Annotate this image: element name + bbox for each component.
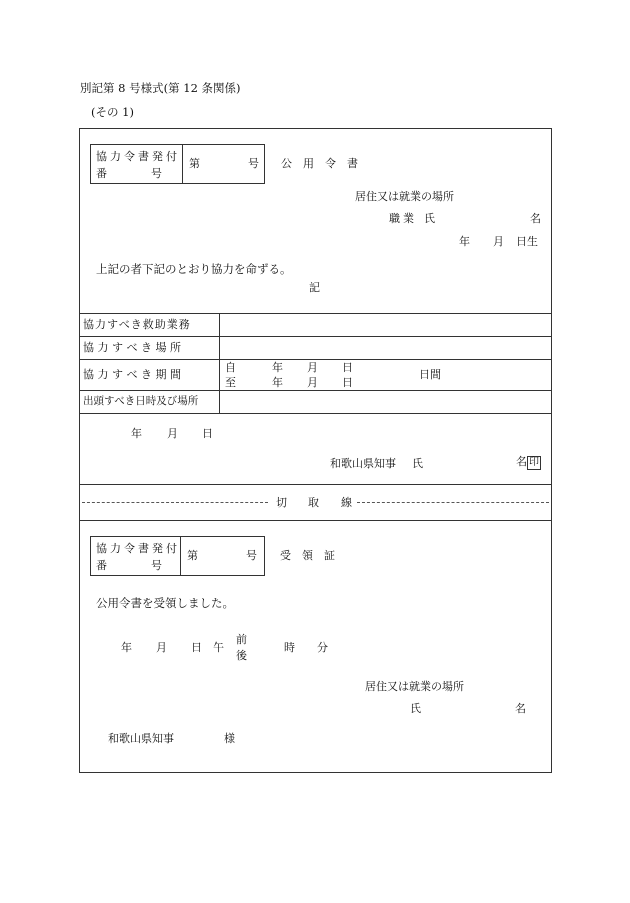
birth-year: 年 xyxy=(459,235,470,248)
period-to-day: 日 xyxy=(342,376,353,389)
period-to-year: 年 xyxy=(272,376,283,389)
issue-day: 日 xyxy=(202,427,213,440)
issue-name-suffix xyxy=(516,456,541,470)
receipt-honorific: 様 xyxy=(224,732,235,745)
issue-governor: 和歌山県知事 xyxy=(330,457,396,470)
receipt-year: 年 xyxy=(121,641,132,654)
table-line-1 xyxy=(79,336,552,337)
period-days: 日間 xyxy=(419,368,441,381)
order-number-divider xyxy=(182,144,183,184)
form-subtitle: (その 1) xyxy=(91,105,134,119)
period-to: 至 xyxy=(225,376,236,389)
order-number-go: 号 xyxy=(248,157,259,170)
table-row-label-period: 協 力 す べ き 期 間 xyxy=(83,368,181,381)
receipt-minute: 分 xyxy=(317,641,328,654)
issue-name-suffix-text: 名 xyxy=(516,455,527,468)
issue-month: 月 xyxy=(167,427,178,440)
receipt-addressee: 和歌山県知事 xyxy=(108,732,174,745)
period-from-day: 日 xyxy=(342,361,353,374)
cut-lower-line xyxy=(79,520,552,521)
table-row-label-rescue-work: 協力すべき救助業務 xyxy=(83,318,191,331)
cut-dash-left xyxy=(82,502,268,503)
issue-name-prefix: 氏 xyxy=(412,457,423,470)
receipt-name-suffix: 名 xyxy=(515,702,526,715)
table-column-divider xyxy=(219,313,220,413)
receipt-statement: 公用令書を受領しました。 xyxy=(96,596,234,610)
order-name-suffix: 名 xyxy=(530,212,541,225)
table-bottom-line xyxy=(79,413,552,414)
order-number-label-1: 協力令書発付 xyxy=(96,150,180,163)
receipt-pm: 後 xyxy=(236,649,247,662)
order-number-label-2: 番 号 xyxy=(96,167,162,180)
form-frame xyxy=(79,128,552,773)
issue-year: 年 xyxy=(131,427,142,440)
period-from: 自 xyxy=(225,361,236,374)
period-from-year: 年 xyxy=(272,361,283,374)
seal-stamp: 印 xyxy=(529,457,539,468)
birth-day: 日生 xyxy=(516,235,538,248)
receipt-hour: 時 xyxy=(284,641,295,654)
receipt-am: 前 xyxy=(236,633,247,646)
cut-sen: 線 xyxy=(341,496,352,509)
receipt-address-label: 居住又は就業の場所 xyxy=(365,680,464,693)
cut-kiri: 切 xyxy=(276,496,287,509)
receipt-go: 午 xyxy=(213,641,224,654)
receipt-number-go: 号 xyxy=(246,549,257,562)
receipt-number-dai: 第 xyxy=(187,549,198,562)
receipt-number-label-2: 番 号 xyxy=(96,559,162,572)
receipt-number-divider xyxy=(180,536,181,576)
receipt-day: 日 xyxy=(191,641,202,654)
cut-upper-line xyxy=(79,484,552,485)
table-row-label-place: 協 力 す べ き 場 所 xyxy=(83,341,181,354)
form-title: 別記第 8 号様式(第 12 条関係) xyxy=(80,81,241,95)
cut-dash-right xyxy=(357,502,549,503)
order-number-dai: 第 xyxy=(189,157,200,170)
receipt-number-label-1: 協力令書発付 xyxy=(96,542,180,555)
order-title: 公 用 令 書 xyxy=(281,157,358,170)
table-line-3 xyxy=(79,390,552,391)
period-from-month: 月 xyxy=(307,361,318,374)
birth-month: 月 xyxy=(493,235,504,248)
period-to-month: 月 xyxy=(307,376,318,389)
order-address-label: 居住又は就業の場所 xyxy=(355,190,454,203)
receipt-name-label: 氏 xyxy=(410,702,421,715)
cut-tori: 取 xyxy=(308,496,319,509)
table-row-label-appearance: 出頭すべき日時及び場所 xyxy=(83,395,199,407)
receipt-title: 受 領 証 xyxy=(280,549,335,562)
order-ki: 記 xyxy=(309,281,320,294)
table-line-2 xyxy=(79,359,552,360)
order-instruction: 上記の者下記のとおり協力を命ずる。 xyxy=(96,262,292,276)
receipt-month: 月 xyxy=(156,641,167,654)
table-top-line xyxy=(79,313,552,314)
order-occupation-label: 職業 xyxy=(389,212,417,225)
order-name-label: 氏 xyxy=(424,212,435,225)
